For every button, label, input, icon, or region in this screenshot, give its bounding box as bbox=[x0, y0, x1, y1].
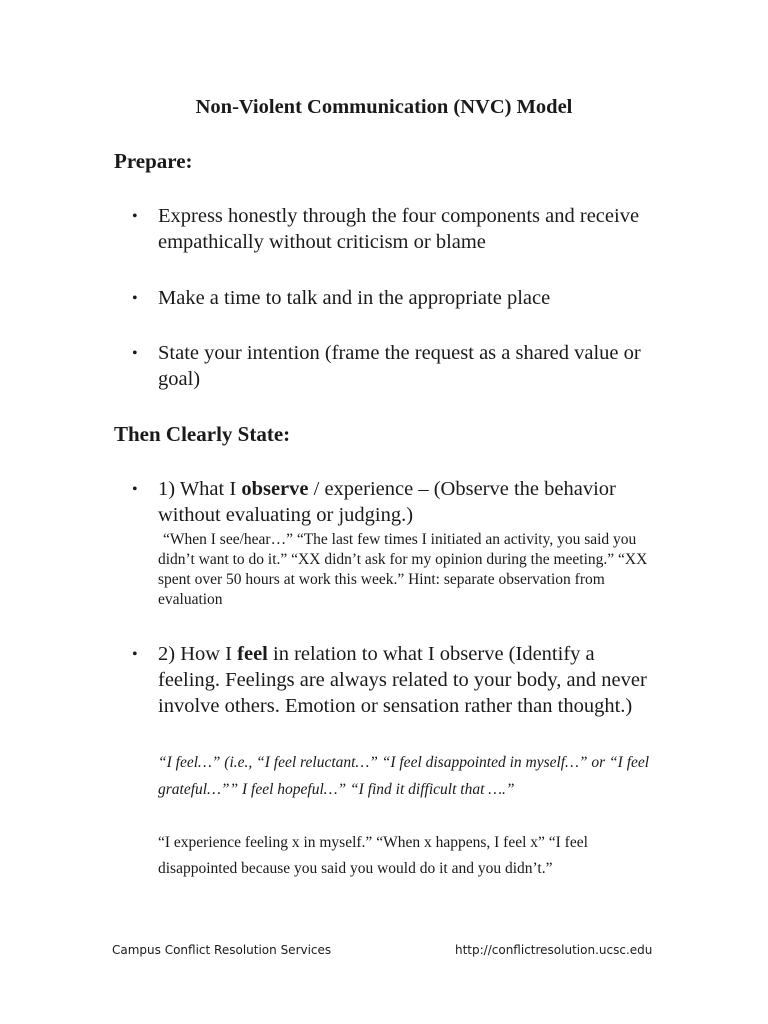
bullet-icon bbox=[132, 484, 144, 496]
feel-item bbox=[158, 641, 658, 719]
feel-prefix: 2) How I bbox=[158, 643, 238, 665]
footer-url: http://conflictresolution.ucsc.edu bbox=[455, 943, 653, 957]
feel-keyword: feel bbox=[237, 643, 268, 665]
observe-prefix: 1) What I bbox=[158, 478, 242, 500]
prepare-item-1: Express honestly through the four components and receive empathically without criticism or blame bbox=[158, 205, 640, 253]
prepare-item-2: Make a time to talk and in the appropriate place bbox=[158, 287, 551, 309]
bullet-icon bbox=[132, 348, 144, 360]
observe-example: “When I see/hear…” “The last few times I initiated an activity, you said you didn’t want to do it.” “XX didn’t ask for my opinion during the meeting.” “XX spent over 50 hours at work this week.” Hint: separate observation from evaluation bbox=[158, 531, 648, 608]
prepare-heading: Prepare: bbox=[114, 149, 193, 173]
observe-suffix: / experience – (Observe the behavior without evaluating or judging.) bbox=[158, 478, 616, 526]
feel-example-italic: “I feel…” (i.e., “I feel reluctant…” “I feel disappointed in myself…” or “I feel grateful…”” I feel hopeful…” “I find it difficult that ….” bbox=[158, 754, 650, 798]
observe-item bbox=[158, 476, 658, 528]
page-title: Non-Violent Communication (NVC) Model bbox=[195, 96, 573, 118]
feel-example-plain: “I experience feeling x in myself.” “When x happens, I feel x” “I feel disappointed because you said you would do it and you didn’t.” bbox=[158, 834, 588, 877]
feel-suffix: in relation to what I observe (Identify a feeling. Feelings are always related to your body, and never involve others. Emotion or sensation rather than thought.) bbox=[158, 643, 647, 717]
observe-keyword: observe bbox=[241, 478, 309, 500]
prepare-item-3: State your intention (frame the request as a shared value or goal) bbox=[158, 342, 641, 390]
bullet-icon bbox=[132, 649, 144, 661]
footer-organization: Campus Conflict Resolution Services bbox=[112, 943, 332, 957]
bullet-icon bbox=[132, 293, 144, 305]
then-clearly-state-heading: Then Clearly State: bbox=[114, 422, 291, 446]
bullet-icon bbox=[132, 211, 144, 223]
